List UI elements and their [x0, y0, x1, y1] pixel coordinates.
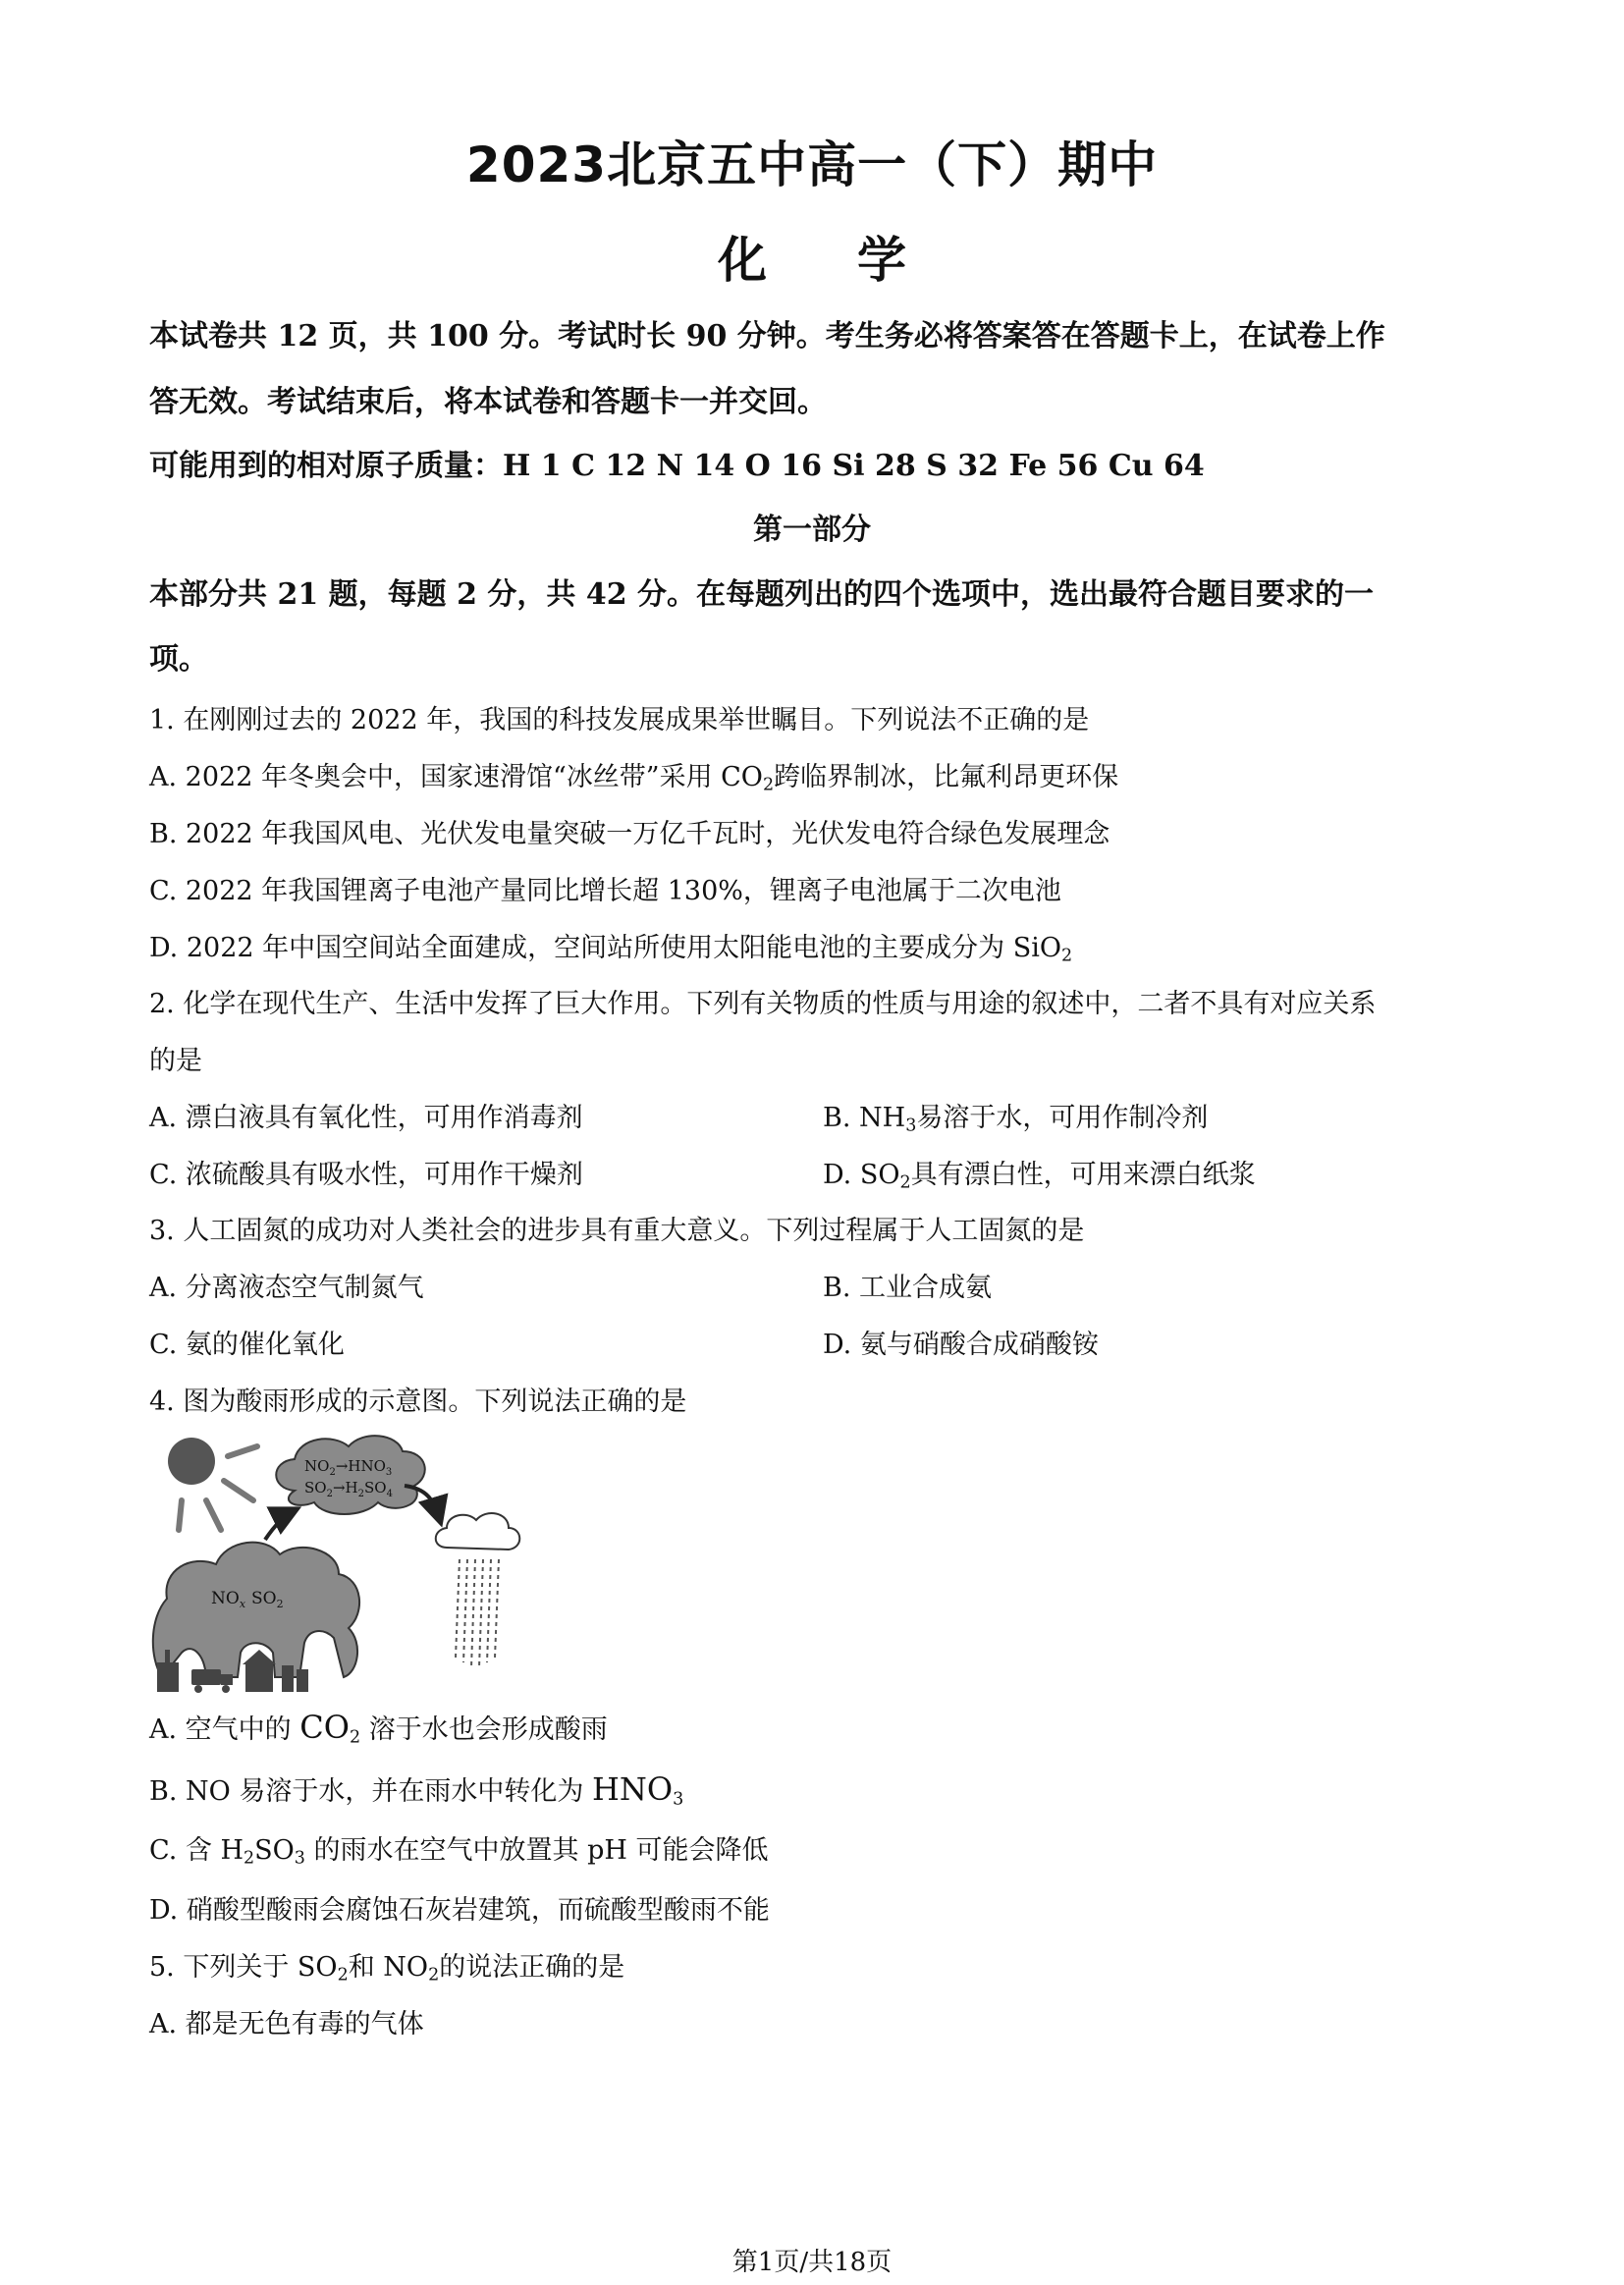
- q2-option-b: B. $NH_3$易溶于水，可用作制冷剂: [823, 1103, 1209, 1136]
- page-number: 第1页/共18页: [731, 2248, 893, 2277]
- cloud-reaction-1: $NO_2\to HNO_3$: [304, 1457, 393, 1478]
- q3-option-b: B. 工业合成氨: [823, 1273, 993, 1303]
- q4-option-c: C. 含 $H_2SO_3$ 的雨水在空气中放置其 pH 可能会降低: [149, 1835, 769, 1869]
- chimney-icon: [282, 1665, 294, 1692]
- truck-icon: [191, 1669, 221, 1685]
- page-title: 2023北京五中高一（下）期中: [465, 136, 1159, 193]
- q3-stem: 3. 人工固氮的成功对人类社会的进步具有重大意义。下列过程属于人工固氮的是: [149, 1216, 1085, 1246]
- part-description-2: 项。: [149, 642, 208, 677]
- cloud-reaction-2: $SO_2\to H_2SO_4$: [304, 1479, 393, 1499]
- q1-option-b: B. 2022 年我国风电、光伏发电量突破一万亿千瓦时，光伏发电符合绿色发展理念: [149, 819, 1110, 849]
- q5-option-a: A. 都是无色有毒的气体: [149, 2009, 424, 2040]
- part-heading: 第一部分: [753, 513, 871, 547]
- acid-rain-diagram: [147, 1432, 560, 1697]
- instructions-line-2: 答无效。考试结束后，将本试卷和答题卡一并交回。: [149, 385, 827, 419]
- q3-option-c: C. 氨的催化氧化: [149, 1330, 345, 1360]
- q2-option-a: A. 漂白液具有氧化性，可用作消毒剂: [149, 1103, 583, 1133]
- sun-icon: [168, 1438, 215, 1485]
- q1-stem: 1. 在刚刚过去的 2022 年，我国的科技发展成果举世瞩目。下列说法不正确的是: [149, 705, 1090, 735]
- q4-option-d: D. 硝酸型酸雨会腐蚀石灰岩建筑，而硫酸型酸雨不能: [149, 1895, 770, 1926]
- q4-option-a: A. 空气中的 $CO_2$ 溶于水也会形成酸雨: [149, 1709, 608, 1748]
- q1-option-a: A. 2022 年冬奥会中，国家速滑馆“冰丝带”采用 $CO_2$跨临界制冰，比氟利昂更环保: [149, 762, 1119, 795]
- q3-option-d: D. 氨与硝酸合成硝酸铵: [823, 1330, 1099, 1360]
- atomic-masses: 可能用到的相对原子质量：H 1 C 12 N 14 O 16 Si 28 S 32 Fe 56 Cu 64: [149, 449, 1205, 483]
- smoke-pollutants: $NO_x$ $SO_2$: [211, 1589, 284, 1610]
- q4-stem: 4. 图为酸雨形成的示意图。下列说法正确的是: [149, 1387, 687, 1417]
- subject-char-2: 学: [857, 232, 906, 289]
- instructions-line-1: 本试卷共 12 页，共 100 分。考试时长 90 分钟。考生务必将答案答在答题卡上，在试卷上作: [149, 319, 1385, 354]
- rain-cloud: [436, 1513, 520, 1550]
- subject-char-1: 化: [718, 232, 767, 289]
- subject-title: [0, 221, 1624, 292]
- q1-option-d: D. 2022 年中国空间站全面建成，空间站所使用太阳能电池的主要成分为 SiO$_2$: [149, 933, 1073, 966]
- rain-drops: [456, 1559, 499, 1667]
- upper-cloud: [276, 1436, 425, 1514]
- q1-option-c: C. 2022 年我国锂离子电池产量同比增长超 130%，锂离子电池属于二次电池: [149, 876, 1061, 906]
- q3-option-a: A. 分离液态空气制氮气: [149, 1273, 424, 1303]
- q2-option-d: D. $SO_2$具有漂白性，可用来漂白纸浆: [823, 1160, 1256, 1193]
- q5-stem: 5. 下列关于 $SO_2$和 $NO_2$的说法正确的是: [149, 1952, 625, 1986]
- q2-stem-1: 2. 化学在现代生产、生活中发挥了巨大作用。下列有关物质的性质与用途的叙述中，二者不具有对应关系: [149, 989, 1377, 1019]
- q2-stem-2: 的是: [149, 1046, 202, 1076]
- house-icon: [245, 1662, 273, 1692]
- part-description-1: 本部分共 21 题，每题 2 分，共 42 分。在每题列出的四个选项中，选出最符合题目要求的一: [149, 577, 1375, 612]
- q2-option-c: C. 浓硫酸具有吸水性，可用作干燥剂: [149, 1160, 583, 1190]
- q4-option-b: B. NO 易溶于水，并在雨水中转化为 $HNO_3$: [149, 1770, 684, 1810]
- factory-icon: [157, 1662, 179, 1692]
- arrow-to-upper-cloud: [265, 1510, 295, 1540]
